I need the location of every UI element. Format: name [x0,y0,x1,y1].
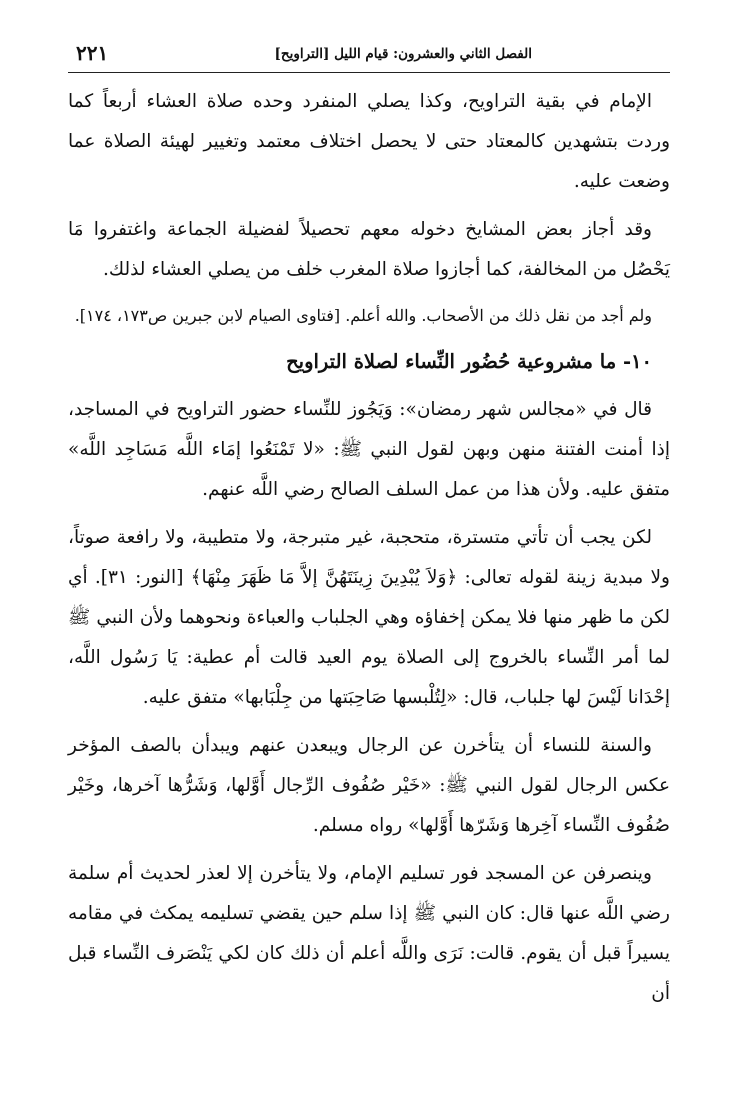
page-number: ٢٢١ [76,41,109,65]
paragraph-5: لكن يجب أن تأتي متسترة، متحجبة، غير متبرجة، ولا متطيبة، ولا رافعة صوتاً، ولا مبدية زينة لقوله تعالى: ﴿وَلاَ يُبْدِينَ زِينَتَهُنَّ إلاَّ مَا ظَهَرَ مِنْهَا﴾ [النور: ٣١]. أي لكن ما ظهر منها فلا يمكن إخفاؤه وهي الجلباب والعباءة ونحوهما ولأن النبي ﷺ لما أمر النِّساء بالخروج إلى الصلاة يوم العيد قالت أم عطية: يَا رَسُول اللَّه، إحْدَانا لَيْسَ لها جلباب، قال: «لِتُلْبسها صَاحِبَتها من جِلْبَابها» متفق عليه. [68,527,670,708]
paragraph-4: قال في «مجالس شهر رمضان»: وَيَجُوز للنِّساء حضور التراويح في المساجد، إذا أمنت الفتنة منهن وبهن لقول النبي ﷺ: «لا تَمْنَعُوا إمَاء اللَّه مَسَاجِد اللَّه» متفق عليه. ولأن هذا من عمل السلف الصالح رضي اللَّه عنهم. [68,399,670,500]
section-heading: ١٠- ما مشروعية حُضُور النِّساء لصلاة التراويح [286,350,652,373]
paragraph-6: والسنة للنساء أن يتأخرن عن الرجال ويبعدن عنهم ويبدأن بالصف المؤخر عكس الرجال لقول النبي ﷺ: «خَيْر صُفُوف الرِّجال أَوَّلها، وَشَرُّها آخرها، وخَيْر صُفُوف النِّساء آخِرها وَشَرّها أَوَّلها» رواه مسلم. [68,735,670,836]
paragraph-2: وقد أجاز بعض المشايخ دخوله معهم تحصيلاً لفضيلة الجماعة واغتفروا مَا يَحْصُل من المخالفة، كما أجازوا صلاة المغرب خلف من يصلي العشاء لذلك. [68,219,670,280]
paragraph-1: الإمام في بقية التراويح، وكذا يصلي المنفرد وحده صلاة العشاء أربعاً كما وردت بتشهدين كالمعتاد حتى لا يحصل اختلاف معتمد وتغيير لهيئة الصلاة عما وضعت عليه. [68,91,670,192]
page-header [68,38,670,73]
paragraph-3-citation: ولم أجد من نقل ذلك من الأصحاب. والله أعلم. [فتاوى الصيام لابن جبرين ص١٧٣، ١٧٤]. [74,306,652,325]
running-title: الفصل الثاني والعشرون: قيام الليل [التراويح] [274,46,532,62]
paragraph-7: وينصرفن عن المسجد فور تسليم الإمام، ولا يتأخرن إلا لعذر لحديث أم سلمة رضي اللَّه عنها قال: كان النبي ﷺ إذا سلم حين يقضي تسليمه يمكث في مقامه يسيراً قبل أن يقوم. قالت: نَرَى واللَّه أعلم أن ذلك كان لكي يَنْصَرف النِّساء قبل أن [68,863,670,1004]
body-text [68,82,670,1022]
